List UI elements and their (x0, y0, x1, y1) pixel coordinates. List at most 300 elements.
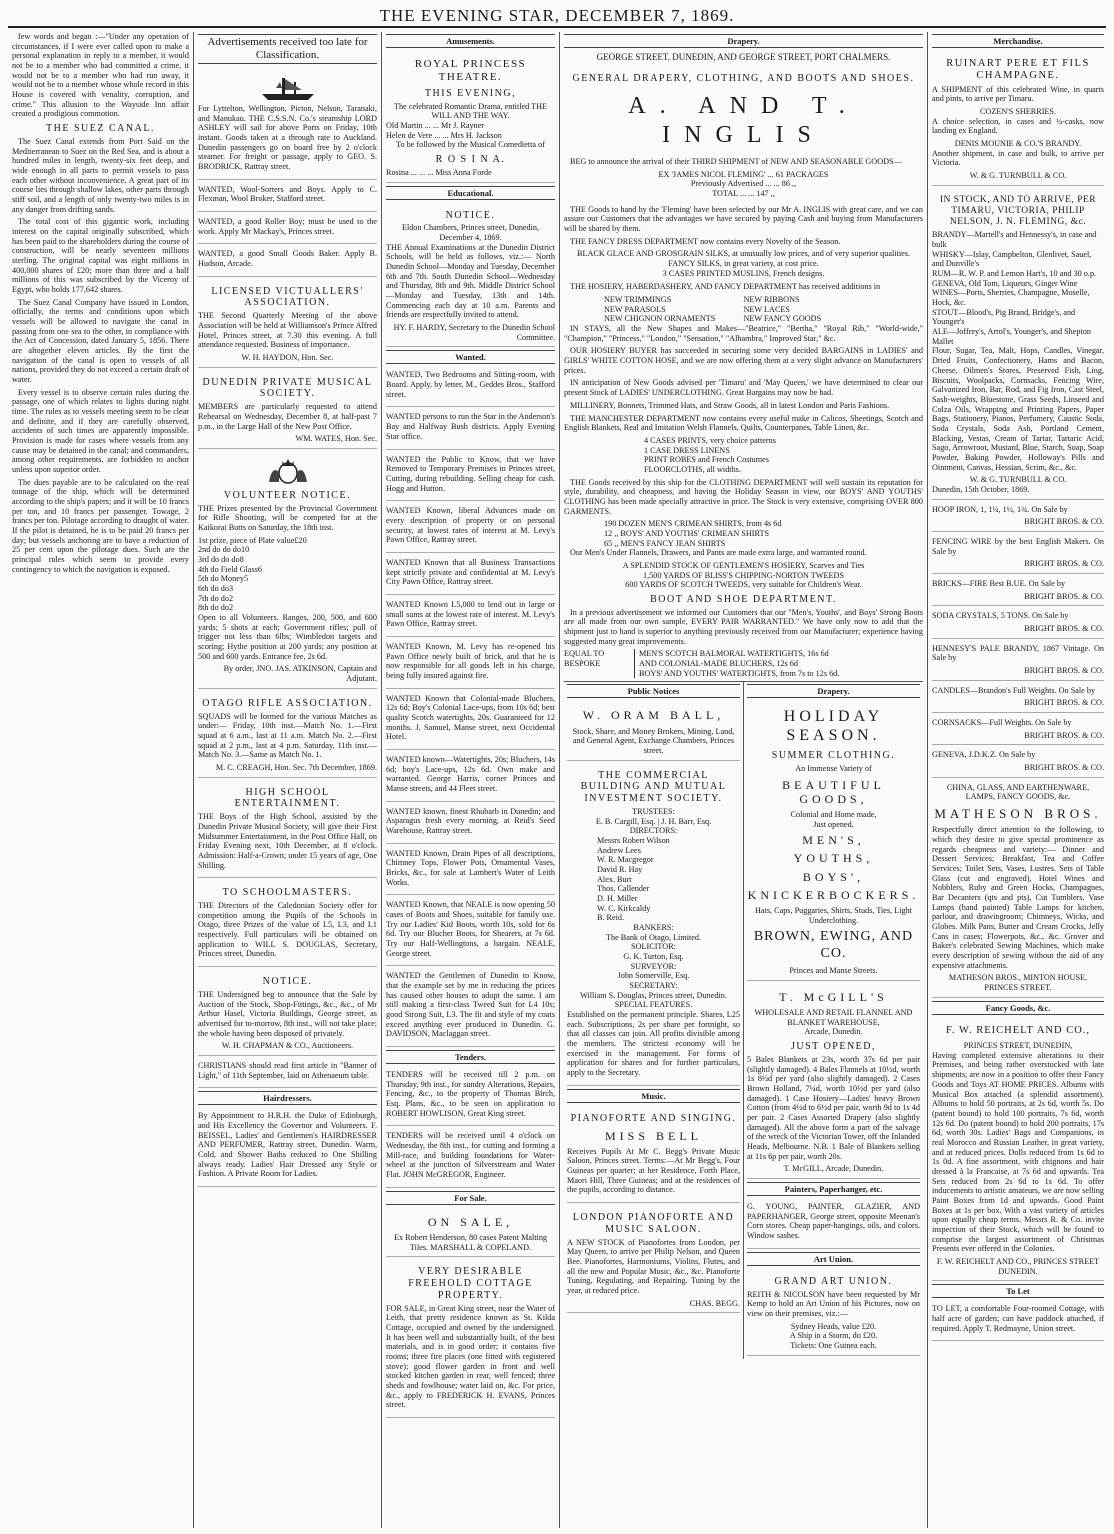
hosiery-item: NEW TRIMMINGS (604, 295, 672, 305)
drapery-paragraph: THE Goods to hand by the 'Fleming' have been selected by our Mr A. INGLIS with great care, and we can assure our Customers that the advantages we have secured by paying Cash and buying from Manufacturers will be shared by them. (564, 204, 923, 234)
drapery-paragraph: IN STAYS, all the New Shapes and Makes—"Beatrice," "Bertha," "Royal Rib," "World-wide," "Champion," "Princess," "London," "Sensation," "Alhambra," Improved Star," &c. (564, 324, 923, 343)
ad-body: CHRISTIANS should read first article in "Banner of Light," of 11th September, laid on Athenaeum table. (198, 1060, 377, 1080)
art-prize: A Ship in a Storm, do £20. (789, 1331, 878, 1341)
drapery-header: Drapery. (564, 34, 923, 48)
to-let-header: To Let (932, 1284, 1104, 1298)
ad-address: Princes and Manse Streets. (789, 966, 878, 976)
drapery-paragraph: THE HOSIERY, HABERDASHERY, AND FANCY DEPARTMENT has received additions in (570, 282, 881, 292)
musical-society-ad (198, 371, 377, 449)
ad-title: DUNEDIN PRIVATE MUSICAL SOCIETY. (202, 376, 373, 400)
section-title: SURVEYOR: (630, 961, 677, 971)
wanted-text: WANTED known, finest Rhubarb in Dunedin; and Asparagus fresh every morning, at Reid's Seed Warehouse, Rattray street. (386, 806, 555, 835)
prize-row: 4th do Field Glass 6 (198, 564, 262, 574)
ad-line: Hats, Caps, Puggaries, Shirts, Studs, Ties, Light Underclothing. (755, 905, 912, 925)
hairdresser-ad (198, 1109, 377, 1187)
ad-body: THE Boys of the High School, assisted by the Dunedin Private Musical Society, will give their First Midsummer Entertainment, in the Post Office Hall, on Friday Evening next, 10th December, at 8 o'clock. Admission: Half-a-Crown; under 15 years of age, One Shilling. (198, 812, 377, 870)
ad-body: Receives Pupils At Mr C. Begg's Private Music Saloon, Princes street. Terms:—At Mr Begg's, Four Guineas per quarter; at her Residence, Forth Place, Maori Hill, Three Guineas; and at the residences of the pupils, according to distance. (567, 1146, 740, 1195)
ad-signature: W. & G. TURNBULL & CO. (969, 171, 1067, 181)
ad-title: W. ORAM BALL, (582, 708, 725, 723)
hosiery-item: NEW FANCY GOODS (743, 314, 822, 324)
ad-title: GRAND ART UNION. (774, 1275, 893, 1287)
building-society-ad (567, 764, 740, 1086)
bright-bros-ad (932, 577, 1104, 606)
art-prize: Sydney Heads, value £20. (790, 1321, 877, 1331)
ad-title: HOLIDAY SEASON. (783, 708, 884, 745)
news-intro: few words and began :—"Under any operation of circumstances, if I were ever called upon to make a personal explanation in reply to a member, it would not be to a member who had committed a crime, it would not be to a member who had run away, it would not be to a member whose whole record in this House is covered with venality, corruption, and crime." This allusion to the Wayside Inn affair created a prodigious commotion. (12, 32, 189, 119)
hosiery-item: NEW PARASOLS (604, 304, 666, 314)
wanted-ad (386, 368, 555, 407)
licensed-victuallers-ad (198, 280, 377, 368)
ad-firm: BROWN, EWING, AND CO. (753, 929, 914, 961)
hairdressers-header: Hairdressers. (198, 1091, 377, 1105)
ad-signature: M. C. CREAGH, Hon. Sec. 7th December, 1869. (215, 762, 377, 772)
ad-body: 5 Bales Blankets at 23s, worth 37s 6d per pair (slightly damaged). 4 Bales Flannels at 10½d, worth 1s 8½d per yard (also slightly damaged). 2 Cases Brown Holland, 7¼d, worth 10½d per yard (also damaged). 1 Case Hosiery—Ladies' heavy Brown Cotton (from 4½d to 6½d per pair, worth 9d to 1s 4d per pair. 2 Cases Assorted Drapery (also slightly damaged). All the above form a part of the salvage of the wreck of the Victorian Tower, off the Inlanded Heads, Melbourne. N.B. 1 Bale of Blankets selling at 11s 6p per pair, worth 20s. (747, 1054, 920, 1161)
ad-title: VOLUNTEER NOTICE. (223, 489, 352, 501)
ad-signature: BRIGHT BROS. & CO. (1024, 762, 1104, 772)
music-header: Music. (567, 1089, 740, 1103)
ship-icon (258, 72, 318, 102)
public-notices-subcolumn (564, 682, 743, 1358)
prints-list (564, 436, 923, 475)
ad-firm: F. W. REICHELT AND CO., (945, 1024, 1091, 1036)
section-body: G. K. Turton, Esq. (623, 952, 684, 962)
prize-row: 1st prize, piece of Plate value £20 (198, 535, 307, 545)
prize-row: 6th do do 3 (198, 584, 234, 594)
ad-body: CANDLES—Brandon's Full Weights. On Sale by (932, 685, 1096, 695)
bright-bros-ad (932, 642, 1104, 681)
piano-ad (567, 1107, 740, 1203)
tender-ad (386, 1068, 555, 1126)
wanted-ad (386, 847, 555, 896)
educational-header: Educational. (386, 186, 555, 200)
director-name: W. C. Kirkcaldy (597, 903, 651, 913)
wanted-text: WANTED known—Watertights, 20s; Bluchers, 14s 6d; boy's Lace-ups, 12s 6d. Own make and warranted. George Harris, corner Princes and Manse streets, and 44 Fleet street. (386, 754, 555, 793)
suez-title: THE SUEZ CANAL. (46, 123, 155, 135)
wanted-text: WANTED, a good Small Goods Baker. Apply B. Hudson, Arcade. (198, 249, 377, 268)
ad-signature: BRIGHT BROS. & CO. (1024, 665, 1104, 675)
director-name: W. R. Macgregor (597, 855, 654, 865)
ad-body: HENNESY'S PALE BRANDY, 1867 Vintage. On Sale by (932, 643, 1104, 663)
ad-subtitle: WHOLESALE AND RETAIL FLANNEL AND BLANKET WAREHOUSE, (754, 1008, 913, 1027)
cast-line: Rosina ... ... ... Miss Anna Forde (386, 167, 492, 177)
holiday-ad (747, 702, 920, 981)
column-news (8, 32, 193, 1528)
ad-signature: BRIGHT BROS. & CO. (1024, 623, 1104, 633)
ad-body: A choice selection, in cases and ¼-casks, now landing ex England. (932, 116, 1104, 136)
ad-title: COZEN'S SHERRIES. (979, 107, 1057, 117)
ad-address: Arcade, Dunedin. (804, 1027, 863, 1037)
wanted-text: WANTED persons to run the Star in the Anderson's Bay and Halfway Bush districts. Apply Evening Star office. (386, 412, 555, 441)
prize-row: 7th do do 2 (198, 593, 234, 603)
tender-ad (386, 1129, 555, 1187)
ad-title: ON SALE, (427, 1214, 514, 1229)
ad-signature: MATHESON BROS., MINTON HOUSE, PRINCES STREET. (948, 973, 1088, 993)
director-name: Alex. Burt (597, 874, 632, 884)
drapery-line: 1,500 YARDS OF BLISS'S CHIPPING-NORTON TWEEDS (643, 570, 844, 580)
ad-body: Stock, Share, and Money Brokers, Mining, Land, and General Agent, Exchange Chambers, Princes street. (572, 726, 735, 755)
ad-line: YOUTHS, (793, 851, 874, 866)
painter-ad (747, 1200, 920, 1249)
ad-signature: BRIGHT BROS. & CO. (1024, 730, 1104, 740)
ad-body: BRICKS—FIRE Best B.UE. On Sale by (932, 578, 1066, 588)
ad-line: BOYS', (802, 869, 865, 884)
streets-line: GEORGE STREET, DUNEDIN, AND GEORGE STREET, PORT CHALMERS. (596, 52, 891, 63)
cast-line: Helen de Vere ... ... Mrs H. Jackson (386, 130, 502, 140)
drapery-line: FANCY SILKS, in great variety, at cost price. (668, 259, 819, 269)
ad-signature: By order, JNO. JAS. ATKINSON, Captain and Adjutant. (223, 664, 377, 684)
ad-date: Dunedin, 15th October, 1869. (932, 484, 1030, 494)
drapery-paragraph: Our Men's Under Flannels, Drawers, and Pants are made extra large, and warranted round. (570, 548, 867, 558)
prints-item: 4 CASES PRINTS, very choice patterns (644, 435, 776, 445)
ad-signature: WM. WATES, Hon. Sec. (295, 434, 377, 444)
director-name: Andrew Lees (597, 845, 641, 855)
wanted-text: WANTED Known, liberal Advances made on every description of property or on personal security, at lowest rates of interest at M. Levy's Pawn Office, Rattray street. (386, 506, 555, 545)
ad-signature: W. H. HAYDON, Hon. Sec. (241, 352, 334, 362)
drapery-paragraph: THE Goods received by this ship for the CLOTHING DEPARTMENT will well sustain its reputation for style, durability, and cheapness, and having the Holiday Season in view, our BOYS' AND YOUTHS' CLOTHING has been made specially attractive in price. The Stock is very extensive, comprising OVER 800 GARMENTS. (564, 477, 923, 516)
hosiery-list (564, 295, 923, 324)
ad-line: BEAUTIFUL GOODS, (782, 777, 885, 806)
ad-signature: W. H. CHAPMAN & CO., Auctioneers. (221, 1041, 354, 1051)
drapery-header-2: Drapery. (747, 684, 920, 698)
ad-body: TO LET, a comfortable Four-roomed Cottage, with half acre of garden; can have paddock attached, if required. Apply T. Redmayne, Union street. (932, 1304, 1104, 1333)
wanted-header: Wanted. (386, 350, 555, 364)
ad-body: A SHIPMENT of this celebrated Wine, in quarts and pints, to arrive per Timaru. (932, 84, 1104, 104)
prints-item: 1 CASE DRESS LINENS (644, 445, 730, 455)
ad-line: Just opened. (813, 819, 854, 829)
wanted-ad (386, 805, 555, 844)
shirts-item: 12 ,, BOYS' AND YOUTHS' CRIMEAN SHIRTS (604, 528, 770, 538)
ad-body: Established on the permanent principle. Shares, L25 each. Subscriptions, 2s per share per fortnight, so that all classes can join. All profits divisible among the members. The strictest economy will be exercised in the management. For forms of application for shares and for further particulars, apply to the Secretary. (567, 1010, 740, 1078)
ad-title: LICENSED VICTUALLERS' ASSOCIATION. (211, 285, 364, 309)
drapery-paragraph: IN anticipation of New Goods advised per 'Timaru' and 'May Queen,' we have determined to clear our present Stock of LADIES' UNDERCLOTHING. Great Bargains may now be had. (564, 378, 923, 398)
ad-body: Ex Robert Henderson, 80 cases Patent Malting Tiles. MARSHALL & COPELAND. (393, 1232, 548, 1252)
shipment-total: TOTAL ... ... 147 ,, (712, 189, 775, 199)
drapery-subcolumn (743, 682, 923, 1358)
ad-body: Having completed extensive alterations to their Premises, and being rather overstocked with late shipments, are now in a position to offer their Fancy Goods and Toys AT HOME PRICES. Albums with Musical Box attached (a splendid assortment). Albums to hold 50 portraits, at 2s 6d, worth 5s. Do (patent bound) to hold 100 portraits, 7s 6d, worth 12s 6d. Do (patent bound) to hold 200 portraits, 17s 6d, worth 30s. Ladies' Bags and Companions, in real Morocco and Russian Leather, in great variety, and at reduced prices. Dolls reduced from 1s 6d to 1s 0d. A fine assortment, with chignons and hair dressed à la Francaise, at 7s 6d and upwards. Tea Sets reduced from 2s 6d to 1s 6d. To offer inducements to artistic amateurs, we are now selling Paint Boxes from 1d and upwards. Good Paint Boxes at 1s per box. With a vast variety of articles upon equally cheap terms. Messrs R. & Co. invite inspection of their Stock, which will be found to comprise the largest assortment of Christmas Presents ever offered in the Colonies. (932, 1050, 1104, 1254)
wanted-text: WANTED Known that all Business Transactions kept strictly private and confidential at M. Levy's City Pawn Office, Rattray street. (386, 557, 555, 587)
wanted-ad (386, 453, 555, 502)
teacher-name: MISS BELL (604, 1128, 702, 1143)
bespoke-label: EQUAL TO BESPOKE (564, 649, 605, 669)
ad-signature: T. McGILL, Arcade, Dunedin. (783, 1164, 884, 1174)
wanted-text: WANTED the Public to Know, that we have Removed to Temporary Premises in Princes street, Cutting, during rebuilding. Selling cheap for cash. Hogg and Hutton. (386, 454, 555, 493)
wanted-ad (386, 692, 555, 750)
wanted-text: WANTED Known, Drain Pipes of all descriptions, Chimney Tops, Flower Pots, Ornamental Vases, Bricks, &c., for sale at Lambert's Water of Leith Works. (386, 848, 555, 887)
ad-title: NOTICE. (445, 209, 496, 221)
ad-line: JUST OPENED, (790, 1041, 877, 1053)
prints-item: PRINT ROBES and French Costumes (644, 455, 769, 465)
ad-title: OTAGO RIFLE ASSOCIATION. (202, 697, 373, 709)
wanted-ad (386, 969, 555, 1047)
art-union-header: Art Union. (747, 1252, 920, 1266)
bright-bros-ad (932, 716, 1104, 745)
ad-body: MEMBERS are particularly requested to attend Rehearsal on Wednesday, December 8, at half-past 7 p.m., in the Large Hall of the New Post Office. (198, 402, 377, 431)
bright-bros-ad (932, 535, 1104, 574)
ruinart-ad (932, 52, 1104, 186)
stock-item: ALE—Joffrey's, Arrol's, Younger's, and Shepton Mallet (932, 327, 1091, 346)
column-merchandise (927, 32, 1108, 1528)
column-notices (381, 32, 559, 1528)
theatre-body: The celebrated Romantic Drama, entitled THE WILL AND THE WAY. (393, 101, 548, 121)
ad-line: KNICKERBOCKERS. (747, 887, 920, 902)
director-name: David R. Hay (597, 865, 643, 875)
stock-item: WINES—Ports, Sherries, Champagne, Moselle, Hock, &c. (932, 288, 1090, 308)
ad-signature: BRIGHT BROS. & CO. (1024, 698, 1104, 708)
masthead: THE EVENING STAR, DECEMBER 7, 1869. (8, 6, 1106, 28)
royal-crest-icon (263, 456, 313, 486)
auction-notice (198, 970, 377, 1056)
ad-body: Respectfully direct attention to the following, to which they desire to give special prominence as regards cheapness and variety:— Dinner and Dessert Services; Breakfast, Tea and Coffee Services; Toilet Sets, Vases, Lustres. Sets of Table Glass (cut and engraved), Hotel Wines and Nobblers, Ruby and Green Hocks, Champagnes, Bar Decanters (qts and pts), Cut Tumblers. Vase Lamps (hand painted) Table Lamps for kitchen, parlour, and drawingroom; Chimneys, Wicks, and Globes. Milk Pans, Butter and Cream Crocks, Jelly Cans in cases; Flowerpots, &c., &c. Grover and Baker's celebrated Sewing Machines, which make every description of sewing without the aid of any expensive attachments. (932, 825, 1104, 970)
ad-title: LONDON PIANOFORTE AND MUSIC SALOON. (572, 1212, 735, 1235)
drapery-paragraph: MILLINERY, Bonnets, Trimmed Hats, and Straw Goods, all in latest London and Paris Fashions. (570, 400, 890, 410)
stock-item: GENEVA, Old Tom, Liqueurs, Ginger Wine (932, 278, 1078, 288)
wanted-text: WANTED, Wool-Sorters and Boys. Apply to C. Flexman, Wool Broker, Stafford street. (198, 184, 377, 204)
drapery-paragraph: OUR HOSIERY BUYER has succeeded in securing some very decided BARGAINS in LADIES' and GIRLS' WHITE COTTON HOSE, and we are now offering them at a very slight advance on Manufacturers' prices. (564, 346, 923, 375)
merchandise-header: Merchandise. (932, 34, 1104, 48)
prize-row: 5th do Money 5 (198, 574, 249, 584)
wanted-ad (198, 215, 377, 244)
shirts-list (564, 519, 923, 548)
on-sale-ad (386, 1209, 555, 1258)
fancy-goods-header: Fancy Goods, &c. (932, 1001, 1104, 1015)
high-school-ad (198, 781, 377, 879)
painters-header: Painters, Paperhanger, etc. (747, 1182, 920, 1196)
rosina-title: R O S I N A. (435, 154, 506, 166)
mcgill-ad (747, 984, 920, 1179)
wanted-text: WANTED Known L5,000 to lend out in large or small sums at the lowest rate of interest. M. Levy's Pawn Office, Rattray street. (386, 599, 555, 629)
late-ads-header: Advertisements received too late for Classification. (198, 34, 377, 64)
ad-body: G. YOUNG, PAINTER, GLAZIER, AND PAPERHANGER, George street, opposite Meenan's Corn stores. Cheap paper-hangings, oils, and colors. Window sashes. (747, 1202, 920, 1241)
firm-name: A. AND T. INGLIS (628, 93, 859, 148)
ad-body: Flour, Sugar, Tea, Malt, Hops, Candles, Vinegar, Dried Fruits, Confectionery, Hams and Bacon, Cheese, Oilmen's Stores, Preserved Fish, Ling, Biscuits, Woolpacks, Cornsacks, Fencing Wire, Galvanized Iron, Bar, Rod, and Fig Iron, Cast Steel, Sash-weights, Bluestone, Grass Seeds, Linseed and Colza Oils, Wrapping and Printing Papers, Paper Bags, Stationery, Pianos, Perfumery, Caustic Soda, Soda Crystals, Soda Ash, Portland Cement, Blacking, Vestas, Cream of Tartar, Tartaric Acid, Sago, Arrowroot, Mustard, Blue, Starch, Soap, Soap Powder, Baking Powder, Holloway's Pills and Ointment, Canvas, Hessian, Scrim, &c., &c. (932, 346, 1104, 472)
wanted-ad (386, 898, 555, 966)
ad-body: FENCING WIRE by the best English Makers. On Sale by (932, 536, 1104, 556)
wanted-text: WANTED, Two Bedrooms and Sitting-room, with Board. Apply, by letter, M., Geddes Bros., Stafford street. (386, 370, 555, 399)
ad-body: By Appointment to H.R.H. the Duke of Edinburgh, and His Excellency the Governor and Volunteers. F. BEISSEL, Ladies' and Gentlemen's HAIRDRESSER AND PERFUMER, Rattray street, Dunedin. Warm, Cold, and Shower Baths reduced to One Shilling always ready. Ladies' Hair Dressed any Style or Fashion. A Private Room for Ladies. (198, 1111, 377, 1179)
ad-body: GENEVA, J.D.K.Z. On Sale by (932, 750, 1036, 760)
ad-title: NOTICE. (262, 976, 313, 988)
section-title: BANKERS: (633, 923, 674, 933)
wanted-ad (386, 640, 555, 689)
art-tickets: Tickets: One Guinea each. (790, 1340, 877, 1350)
section-body: E. B. Cargill, Esq. | J. H. Barr, Esq. (595, 816, 712, 826)
ad-body: TENDERS will be received till 2 p.m. on Thursday, 9th inst., for sundry Alterations, Repairs, Fencing, &c., to the property of Thomas Birch, Esq. Plans, &c., to be seen on application to ROBERT HOWLISON, Great King street. (386, 1070, 555, 1118)
ad-signature: F. W. REICHELT AND CO., PRINCES STREET DUNEDIN. (936, 1256, 1100, 1276)
ad-signature: HY. F. HARDY, Secretary to the Dunedin School Committee. (393, 323, 555, 342)
reichelt-ad (932, 1019, 1104, 1282)
ad-title: HIGH SCHOOL ENTERTAINMENT. (234, 786, 341, 810)
art-union-ad (747, 1270, 920, 1356)
oram-ball-ad (567, 702, 740, 760)
ad-title: PIANOFORTE AND SINGING. (570, 1112, 737, 1124)
stock-list (932, 230, 1104, 346)
wanted-ad (386, 556, 555, 595)
ad-body: HOOP IRON, 1, 1¼, 1½, 1¾. On Sale by (932, 504, 1068, 514)
bright-bros-ad (932, 684, 1104, 713)
wanted-ad (386, 410, 555, 449)
ad-line: An Immense Variety of (795, 763, 872, 773)
section-body: William S. Douglas, Princes street, Dunedin. (580, 990, 727, 1000)
steamship-ad (198, 68, 377, 180)
prize-row: 2nd do do do 10 (198, 545, 250, 555)
ad-signature: BRIGHT BROS. & CO. (1024, 517, 1104, 527)
tenders-header: Tenders. (386, 1050, 555, 1064)
ad-body: REITH & NICOLSON have been requested by Mr Kemp to hold an Art Union of his Pictures, now on view on their premises, viz.:— (747, 1289, 920, 1318)
ad-signature: BRIGHT BROS. & CO. (1024, 559, 1104, 569)
bespoke-block (564, 649, 923, 678)
public-notices-header: Public Notices (567, 684, 740, 698)
wanted-ad (386, 504, 555, 553)
drapery-paragraph: THE FANCY DRESS DEPARTMENT now contains every Novelty of the Season. (570, 236, 841, 246)
ad-title: VERY DESIRABLE FREEHOLD COTTAGE PROPERTY. (408, 1266, 533, 1301)
ad-body: THE Undersigned beg to announce that the Sale by Auction of the Stock, Shop-Fittings, &c., &c., of Mr Arthur Hasel, Victoria Buildings, George street, as advertised for to-morrow, 8th inst., will not take place; the whole having been disposed of privately. (198, 989, 377, 1038)
prize-row: 3rd do do do 8 (198, 555, 244, 565)
director-name: B. Reid. (597, 913, 625, 923)
ad-title: RUINART PERE ET FILS CHAMPAGNE. (946, 58, 1090, 82)
to-let-ad (932, 1302, 1104, 1341)
shipment-line: Previously Advertised ... ... 86 ,, (690, 179, 797, 189)
amusements-header: Amusements. (386, 34, 555, 48)
ad-subtitle: SUMMER CLOTHING. (771, 750, 896, 762)
bespoke-line: BOYS' AND YOUTHS' WATERTIGHTS, from 7s to 12s 6d. (639, 668, 840, 678)
matheson-ad (932, 781, 1104, 998)
stock-item: RUM—R. W. P. and Lemon Hart's, 10 and 30 o.p. (932, 269, 1097, 279)
wanted-text: WANTED the Gentlemen of Dunedin to Know, that the example set by me in reducing the prices has caused other houses to adopt the same. I am still making a first-class Tweed Suit for L4 10s; good Strong Suit, L3. The fit and style of my coats exceed anything ever produced in Dunedin. G. DAVIDSON, Maclaggan street. (386, 971, 555, 1039)
wanted-text: WANTED Known, M. Levy has re-opened his Pawn Office newly built of brick, and that he is now responsible for all goods left in his charge, being fully insured against fire. (386, 641, 555, 680)
ad-title: CHINA, GLASS, AND EARTHENWARE, LAMPS, FANCY GOODS, &c. (946, 782, 1090, 802)
hosiery-item: NEW LACES (743, 304, 790, 314)
drapery-paragraph: In a previous advertisement we informed our Customers that our "Men's, Youths', and Boys' Strong Boots are all made from our own sample, EVERY PAIR WARRANTED." We have only now to add that the shipment just to hand is superior to anything previously received from our Manufacturer; experience having suggested many great improvements. (564, 607, 923, 646)
ad-title: DENIS MOUNIE & CO.'S BRANDY. (954, 139, 1082, 149)
suez-paragraph: Every vessel is to observe certain rules during the passage, one of which relates to lights during night time. The rules as to vessels meeting seem to be clear and definite, and if they are carefully observed, accidents of such times are apparently impossible. Provision is made for cases where vessels from any cause may be detained in the canal; and commanders, among other requirements, are forbidden to anchor unless upon superior order. (12, 387, 189, 475)
section-title: SPECIAL FEATURES. (614, 1000, 693, 1010)
cast-line: Old Martin ... ... Mr J. Rayner (386, 121, 485, 131)
section-title: DIRECTORS: (629, 826, 678, 836)
ad-title: THE COMMERCIAL BUILDING AND MUTUAL INVESTMENT SOCIETY. (580, 769, 727, 805)
steamship-text: For Lyttelton, Wellington, Picton, Nelson, Taranaki, and Manukau. THE C.S.S.N. Co.'s steamship LORD ASHLEY will sail for above Ports on Friday, 10th instant. Goods taken at a through rate to Auckland. Dunedin passengers go on board free by 2 o'clock steamer. For freight or passage, apply to GEO. S. BRODRICK, Rattray street. (198, 103, 377, 171)
otago-rifle-ad (198, 692, 377, 778)
bright-bros-ad (932, 503, 1104, 532)
ad-body: Another shipment, in case and bulk, to arrive per Victoria. (932, 148, 1104, 168)
prize-row: 8th do do 2 (198, 603, 234, 613)
stock-item: WHISKY—Islay, Campbelton, Glenlivet, Sauel, and Dunville's (932, 249, 1092, 269)
drapery-line: BLACK GLACE AND GROSGRAIN SILKS, at unusually low prices, and of very superior qualities. (577, 249, 910, 259)
ad-body: SQUADS will be formed for the various Matches as under:— Friday, 10th inst.—Match No. 1.—First squad at 6 a.m., last at 11 a.m. Match No. 2.—First squad at 2 p.m., last at 4 p.m. Saturday, 11th inst.—Match No. 3.—Same as Match No. 1. (198, 711, 377, 760)
ad-line: MEN'S, (802, 833, 865, 848)
christians-ad (198, 1059, 377, 1088)
column-late-ads (193, 32, 381, 1528)
bespoke-line: MEN'S SCOTCH BALMORAL WATERTIGHTS, 16s 6d (639, 649, 829, 659)
ad-line: Colonial and Home made, (790, 809, 877, 819)
director-name: Thos. Callender (597, 884, 650, 894)
ad-body: TENDERS will be received until 4 o'clock on Wednesday, the 8th inst., for cutting and forming a Mill-race, and building foundations for Water-wheel at the junction of Silverstream and Water Flat. JOHN McGREGOR, Engineer. (386, 1131, 555, 1180)
theatre-title: ROYAL PRINCESS THEATRE. (414, 58, 527, 83)
prints-item: FLOORCLOTHS, all widths. (644, 464, 741, 474)
column-drapery (559, 32, 927, 1528)
directors-list (567, 836, 740, 923)
shirts-item: 190 DOZEN MEN'S CRIMEAN SHIRTS, from 4s 6d (604, 519, 782, 529)
prize-list (198, 536, 377, 613)
ad-signature: W. & G. TURNBULL & CO. (969, 475, 1067, 485)
ad-body: SODA CRYSTALS, 5 TONS. On Sale by (932, 611, 1069, 621)
ad-address: Eldon Chambers, Princes street, Dunedin, December 4, 1869. (401, 223, 540, 243)
ad-signature: BRIGHT BROS. & CO. (1024, 591, 1104, 601)
ad-body: THE Annual Examinations at the Dunedin District Schools, will be held as follows, viz.:— North Dunedin School—Monday and Tuesday, December 6th and 7th. South Dunedin School—Wednesday and Thursday, 8th and 9th. Middle District School—Monday and Tuesday, 13th and 14th. Commencing each day at 10 a.m. Parents and friends are respectfully invited to attend. (386, 242, 555, 320)
ad-firm: MATHESON BROS. (934, 806, 1102, 821)
wanted-text: WANTED, a good Roller Boy; must be used to the work. Apply Mr Mackay's, Princes street. (198, 216, 377, 236)
ad-body: THE Second Quarterly Meeting of the above Association will be held at Williamson's Prince Alfred Hotel, Princes street, at 7.30 this evening. A full attendance requested. Business of importance. (198, 311, 377, 350)
suez-paragraph: The total cost of this gigantic work, including interest on the capital originally subscribed, which has been paid to the shareholders during the course of construction, will be nearly seventeen millions sterling. The original capital was eight millions in 400,000 shares of £20; more than three and a half millions of this was subscribed by the Viceroy of Egypt, who holds 177,642 shares. (12, 217, 189, 294)
director-name: Messrs Robert Wilson (597, 836, 670, 846)
wanted-text: WANTED Known, that NEALE is now opening 50 cases of Boots and Shoes, suitable for family use. Try our Ladies' Kid Boots, worth 10s, sold for 6s 6d. Try our Blucher Boots, for Shearers, at 7s 6d. Try our Half-Wellingtons, a bargain. NEALE, George street. (386, 900, 555, 958)
drapery-subcolumns (564, 681, 923, 1358)
section-title: TRUSTEES: (632, 807, 675, 816)
volunteer-notice (198, 452, 377, 689)
ad-body: THE Prizes presented by the Provincial Government for Rifle Shooting, will be competed for at the Kaikorai Butts on Saturday, the 18th inst. (198, 503, 377, 533)
shipment-line: EX 'JAMES NICOL FLEMING' ... 61 PACKAGES (658, 169, 829, 179)
theatre-follow: To be followed by the Musical Comedietta of (396, 140, 545, 150)
ad-body: THE Directors of the Caledonian Society offer for competition among the Pupils of the Schools in Otago, three Prizes of the value of L5, L3, and L1 respectively. Full particulars will be obtained on application to WILL S. DOUGLAS, Secretary, Princes street, Dunedin. (198, 901, 377, 959)
for-sale-header: For Sale. (386, 1191, 555, 1205)
wanted-ad (198, 183, 377, 212)
drapery-line: 600 YARDS OF SCOTCH TWEEDS, very suitable for Children's Wear. (625, 580, 862, 590)
shirts-item: 65 ,, MEN'S FANCY JEAN SHIRTS (604, 538, 726, 548)
hosiery-item: NEW RIBBONS (743, 295, 800, 305)
ad-title: IN STOCK, AND TO ARRIVE, PER TIMARU, VICTORIA, PHILIP NELSON, J. N. FLEMING, &c. (939, 194, 1097, 228)
stock-item: STOUT—Blood's, Pig Brand, Bridge's, and Younger's (932, 307, 1076, 327)
section-title: SECRETARY: (629, 981, 678, 991)
suez-paragraph: The Suez Canal extends from Port Said on the Mediterranean to Suez on the Red Sea, and is about a hundred miles in length, twenty-six feet deep, and wide enough in all parts to permit vessels to pass each other without inconvenience. A great part of its course lies through shallow lakes, other parts through stiff soil, and a length of only twenty-two miles is in any danger from drifting sands. (12, 136, 189, 214)
music-saloon-ad (567, 1206, 740, 1313)
wanted-ad (198, 247, 377, 276)
general-drapery-title: GENERAL DRAPERY, CLOTHING, AND BOOTS AND SHOES. (572, 72, 915, 84)
shipment-intro: BEG to announce the arrival of their THIRD SHIPMENT of NEW AND SEASONABLE GOODS— (570, 157, 902, 167)
bright-bros-ad (932, 748, 1104, 777)
bright-bros-ad (932, 609, 1104, 638)
ad-title: T. McGILL'S (779, 989, 888, 1004)
theatre-ad (386, 52, 555, 183)
school-notice (386, 204, 555, 348)
drapery-paragraph: THE MANCHESTER DEPARTMENT now contains every useful make in Calicos, Sheetings, Scotch and English Blankets, Real and Imitation Welsh Flannels, Quilts, Counterpanes, Table Linen, &c. (564, 413, 923, 433)
ad-signature: CHAS. BEGG. (689, 1298, 740, 1308)
theatre-subtitle: THIS EVENING, (424, 87, 517, 99)
turnbull-stock-ad (932, 189, 1104, 500)
schoolmasters-ad (198, 881, 377, 967)
ad-body: Open to all Volunteers. Ranges, 200, 500, and 600 yards; 5 shots at each; Government rifles; pull of trigger not less than 6lbs; Wimbledon targets and scoring; Hythe position at 200 yards; any position at 500 and 600 yards. Entrance fee, 2s 6d. (198, 613, 377, 661)
stock-item: BRANDY—Martell's and Hennessy's, in case and bulk (932, 230, 1097, 250)
director-name: D. H. Miller (597, 894, 638, 904)
suez-paragraph: The Suez Canal Company have issued in London, officially, the terms and conditions upon which vessels will be allowed to navigate the canal in passing from one sea to the other, in compliance with the Act of Concession, dated January 5, 1856. There are altogether eleven articles. By the first the navigation of the canal is open to vessels of all nations, provided they do not exceed a certain draft of water. (12, 297, 189, 384)
bespoke-line: AND COLONIAL-MADE BLUCHERS, 12s 6d (639, 659, 798, 669)
drapery-line: 3 CASES PRINTED MUSLINS, French designs. (662, 268, 825, 278)
drapery-line: A SPLENDID STOCK OF GENTLEMEN'S HOSIERY, Scarves and Ties (622, 560, 865, 570)
ad-title: TO SCHOOLMASTERS. (222, 887, 353, 899)
suez-paragraph: The dues payable are to be calculated on the real tonnage of the ship, which will be determined according to the ship's papers; and it will be 10 francs per ton, and 10 francs per passenger. Towage, 2 francs per ton. Pilotage according to draught of water. If the pilot is detained, he is to be paid 20 francs per day; but vessels anchoring are to have a reduction of 25 per cent upon the pilotage dues. Such are the principal rules which seem to provide every contingency to which the navigation is exposed. (12, 477, 189, 574)
hosiery-item: NEW CHIGNON ORNAMENTS (604, 314, 716, 324)
ad-body: CORNSACKS—Full Weights. On Sale by (932, 717, 1072, 727)
wanted-text: WANTED Known that Colonial-made Bluchers, 12s 6d; Boy's Colonial Lace-ups, from 10s 6d; best quality Scotch watertights, 20s. Guaranteed for 12 months. J. Samuel, Manse street, next Occidental Hotel. (386, 693, 555, 742)
boot-title: BOOT AND SHOE DEPARTMENT. (650, 593, 837, 605)
ad-body: FOR SALE, in Great King street, near the Water of Leith, that pretty residence known as St. Kilda Cottage, occupied and owned by the undersigned. It has been well and substantially built, of the best materials, and is in good order; it contains five rooms; three fire places (one fitted with registered stove); good flower garden in front and well stocked kitchen garden in rear, well fenced; three sheds and fowlhouse; water laid on, &c. For price, &c., apply to FREDERICK H. EVANS, Princes street. (386, 1303, 555, 1410)
section-title: SOLICITOR: (631, 942, 676, 952)
freehold-ad (386, 1260, 555, 1418)
ad-body: A NEW STOCK of Pianofortes from London, per May Queen, to arrive per Philip Nelson, and Queen Bee. Pianofortes, Harmoniums, Violins, Flutes, and all the new and Popular Music, &c., &c. Pianoforte Tuning, Regulating, and Repairing. Tuning by the year, at reduced price. (567, 1237, 740, 1296)
wanted-ad (386, 753, 555, 802)
ad-address: PRINCES STREET, DUNEDIN, (963, 1041, 1073, 1051)
section-body: John Somerville, Esq. (617, 971, 690, 981)
section-body: The Bank of Otago, Limited. (605, 932, 702, 942)
wanted-ad (386, 598, 555, 637)
